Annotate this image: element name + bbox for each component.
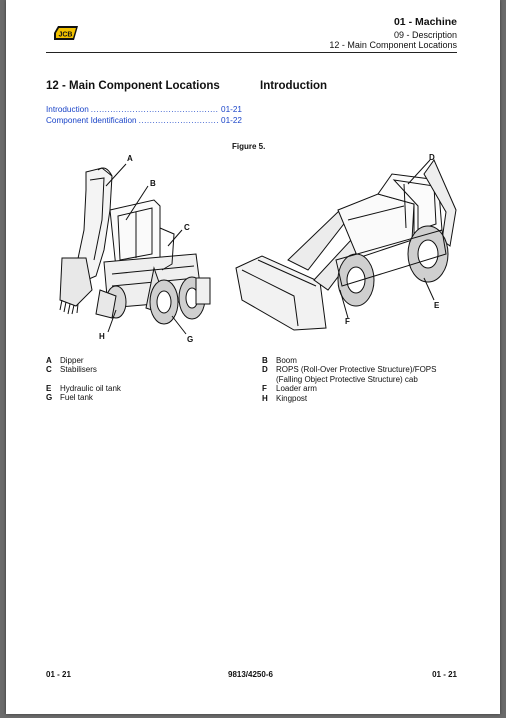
footer-page-right: 01 - 21 <box>432 670 457 679</box>
footer-page-left: 01 - 21 <box>46 670 71 679</box>
toc-leader <box>139 115 219 126</box>
jcb-logo <box>52 24 80 42</box>
legend-item <box>262 356 436 365</box>
toc-leader <box>91 104 219 115</box>
callout-b: B <box>150 179 156 188</box>
callout-h: H <box>99 332 105 341</box>
legend-label: Kingpost <box>276 393 308 403</box>
legend-key: C <box>46 365 52 375</box>
header-chapter: 01 - Machine <box>393 16 457 28</box>
toc-label: Component Identification <box>46 116 137 125</box>
header-divider <box>46 52 457 53</box>
legend-key: H <box>262 393 268 403</box>
page-title: 12 - Main Component Locations <box>46 80 220 92</box>
callout-f: F <box>345 317 350 326</box>
header-section: 09 - Description <box>393 30 457 40</box>
legend-item <box>46 384 121 393</box>
toc-page: 01-22 <box>221 116 242 125</box>
header-subsection: 12 - Main Component Locations <box>329 40 457 50</box>
legend-label: (Falling Object Protective Structure) cab <box>276 374 418 384</box>
document-page <box>6 0 500 714</box>
callout-c: C <box>184 223 190 232</box>
legend-key: G <box>46 393 53 403</box>
legend-item <box>262 394 436 403</box>
legend-key: B <box>262 356 268 365</box>
legend-key: F <box>262 384 267 394</box>
figure-caption: Figure 5. <box>232 142 266 151</box>
toc-link-introduction[interactable] <box>46 104 242 115</box>
legend-item <box>46 365 121 374</box>
legend-label: Loader arm <box>276 384 317 394</box>
backhoe-rear-illustration <box>46 150 242 346</box>
legend-item <box>262 365 436 374</box>
legend-label: Hydraulic oil tank <box>60 383 121 393</box>
legend-left <box>46 356 121 403</box>
footer-doc-number: 9813/4250-6 <box>228 670 273 679</box>
toc-label: Introduction <box>46 105 89 114</box>
legend-label: ROPS (Roll-Over Protective Structure)/FOPS <box>276 365 437 375</box>
legend-label: Stabilisers <box>60 365 97 375</box>
table-of-contents <box>46 104 242 126</box>
legend-item <box>262 384 436 393</box>
legend-item <box>262 375 436 384</box>
callout-d: D <box>429 153 435 162</box>
intro-heading: Introduction <box>260 80 328 92</box>
legend-key: A <box>46 356 52 365</box>
legend-key: D <box>262 365 268 375</box>
callout-e: E <box>434 301 440 310</box>
logo-text: JCB <box>58 31 73 39</box>
legend-label: Fuel tank <box>60 393 93 403</box>
legend-label: Dipper <box>60 356 84 365</box>
loader-front-illustration <box>228 150 464 332</box>
legend-label: Boom <box>276 356 297 365</box>
callout-a: A <box>127 154 133 163</box>
legend-item <box>46 393 121 402</box>
toc-link-component-identification[interactable] <box>46 115 242 126</box>
legend-key <box>262 375 276 384</box>
toc-page: 01-21 <box>221 105 242 114</box>
legend-item <box>46 356 121 365</box>
legend-right <box>262 356 436 403</box>
legend-key: E <box>46 383 52 393</box>
callout-g: G <box>187 335 194 344</box>
